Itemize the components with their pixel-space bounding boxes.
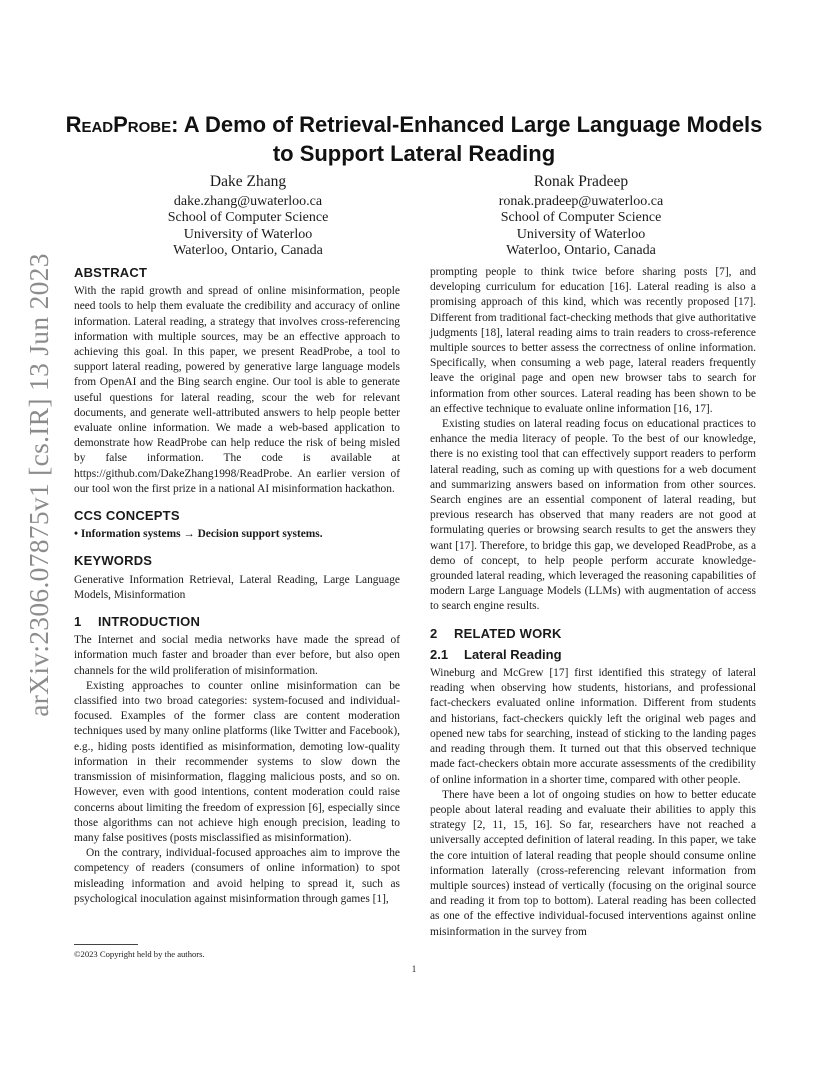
intro-paragraph-4: Existing studies on lateral reading focus on educational practices to enhance the media literacy of people. To the best of our knowledge, there is no existing tool that can effectively support readers to perform lateral reading, such as coming up with questions for a web document and summarizing answers based on information from other sources. Search engines are an essential component of lateral reading, but previous research has observed that many readers are not good at formulating queries or browsing search results to get the answers they want [17]. Therefore, to bridge this gap, we developed ReadProbe, as a demo of concept, to help people perform accurate knowledge-grounded lateral reading, which leveraged the reasoning capabilities of modern Large Language Models (LLMs) with augmentation of access to search engine results. — [430, 418, 756, 613]
lateral-reading-subheading — [430, 647, 756, 662]
section-title: RELATED WORK — [454, 625, 562, 641]
ccs-text: • Information systems → Decision support systems. — [74, 528, 323, 541]
footnote-rule — [74, 944, 138, 945]
section-number: 1 — [74, 614, 82, 630]
copyright-footnote: ©2023 Copyright held by the authors. — [74, 949, 205, 959]
author-block-2 — [431, 174, 731, 260]
system-name: ReadProbe — [65, 112, 172, 137]
author-university: University of Waterloo — [516, 226, 646, 242]
author-location: Waterloo, Ontario, Canada — [173, 243, 323, 258]
intro-paragraph-3: On the contrary, individual-focused approaches aim to improve the competency of readers (consumers of online information) to spot misleading information and avoid helping to spread it, such as psychological inoculation against misinformation through games [1], — [74, 847, 400, 905]
keywords-text: Generative Information Retrieval, Lateral Reading, Large Language Models, Misinformation — [74, 573, 400, 601]
abstract-heading: ABSTRACT — [74, 265, 148, 280]
keywords-heading: KEYWORDS — [74, 553, 153, 569]
related-paragraph-1: Wineburg and McGrew [17] first identified this strategy of lateral reading when observing how students, historians, and professional fact-checkers evaluated online information. Different from students and historians, fact-checkers quickly left the original web pages and opened new tabs for searching, instead of sticking to the landing pages and reading through them. It turned out that this observed technique made fact-checkers obtain more accurate assessments of the credibility of online information in a shorter time, compared with other people. — [430, 667, 756, 786]
right-column — [430, 265, 756, 940]
arxiv-identifier: arXiv:2306.07875v1 [cs.IR] 13 Jun 2023 — [23, 253, 54, 717]
author-location: Waterloo, Ontario, Canada — [506, 243, 656, 258]
author-department: School of Computer Science — [500, 210, 662, 225]
subsection-title: Lateral Reading — [464, 646, 562, 662]
paper-title — [60, 110, 768, 168]
left-column — [74, 265, 400, 907]
related-work-heading — [430, 626, 756, 641]
author-email: dake.zhang@uwaterloo.ca — [173, 193, 323, 209]
related-paragraph-2: There have been a lot of ongoing studies on how to better educate people about lateral reading and evaluate their abilities to apply this strategy [2, 11, 15, 16]. So far, researchers have not reached a universally accepted definition of lateral reading. In this paper, we take the core intuition of lateral reading that people should consume online information laterally (cross-referencing relevant information from multiple sources) instead of vertically (focusing on the original source and reading it from top to bottom). Lateral reading has been collected as one of the effective individual-focused interventions against online misinformation in the survey from — [430, 788, 756, 938]
author-name: Dake Zhang — [209, 173, 287, 190]
author-university: University of Waterloo — [183, 226, 313, 242]
intro-paragraph-1: The Internet and social media networks have made the spread of information much faster and broader than ever before, but also open channels for the wild proliferation of misinformation. — [74, 634, 400, 677]
author-email: ronak.pradeep@uwaterloo.ca — [498, 193, 664, 209]
author-department: School of Computer Science — [167, 210, 329, 225]
intro-continuation: prompting people to think twice before sharing posts [7], and developing curriculum for education [16]. Lateral reading is also a promising approach of this kind, which was recently proposed [17]. Different from traditional fact-checking methods that give authoritative judgments [18], lateral reading aims to train readers to cross-reference multiple sources to better assess the correctness of online information. Specifically, when consuming a web page, lateral readers frequently leave the original page and open new browser tabs to search for information from other sources. Lateral reading has been shown to be an effective technique to evaluate online information [16, 17]. — [430, 266, 756, 415]
abstract-text: With the rapid growth and spread of online misinformation, people need tools to help them evaluate the credibility and accuracy of online information. Lateral reading, a strategy that involves cross-referencing information with multiple sources, may be an effective approach to achieving this goal. In this paper, we present ReadProbe, a tool to support lateral reading, powered by generative large language models from OpenAI and the Bing search engine. Our tool is able to generate useful questions for lateral reading, scour the web for relevant documents, and generate well-attributed answers to help people better evaluate online information. We made a web-based application to demonstrate how ReadProbe can help reduce the risk of being misled by false information. The code is available at https://github.com/DakeZhang1998/ReadProbe. An earlier version of our tool won the first prize in a national AI misinformation hackathon. — [74, 285, 400, 495]
subsection-number: 2.1 — [430, 646, 449, 662]
section-number: 2 — [430, 625, 438, 641]
ccs-heading: CCS CONCEPTS — [74, 508, 180, 524]
arxiv-side-stamp — [18, 253, 60, 717]
author-name: Ronak Pradeep — [533, 173, 629, 190]
page-number: 1 — [411, 964, 417, 974]
author-block-1 — [98, 174, 398, 260]
intro-heading — [74, 614, 400, 629]
section-title: INTRODUCTION — [98, 614, 201, 630]
intro-paragraph-2: Existing approaches to counter online misinformation can be classified into two broad categories: system-focused and individual-focused. Examples of the former class are content moderation techniques used by many online platforms (like Twitter and Facebook), e.g., hiding posts identified as misinformation, demoting low-quality information in their recommender systems to slow down the transmission of misinformation, flagging malicious posts, and so on. However, even with good intentions, content moderation could raise concerns about limiting the freedom of expression [6], especially since those algorithms can not achieve high enough precision, leading to many false positives (posts misclassified as misinformation). — [74, 679, 400, 844]
title-rest: : A Demo of Retrieval-Enhanced Large Language Models to Support Lateral Reading — [171, 112, 763, 166]
